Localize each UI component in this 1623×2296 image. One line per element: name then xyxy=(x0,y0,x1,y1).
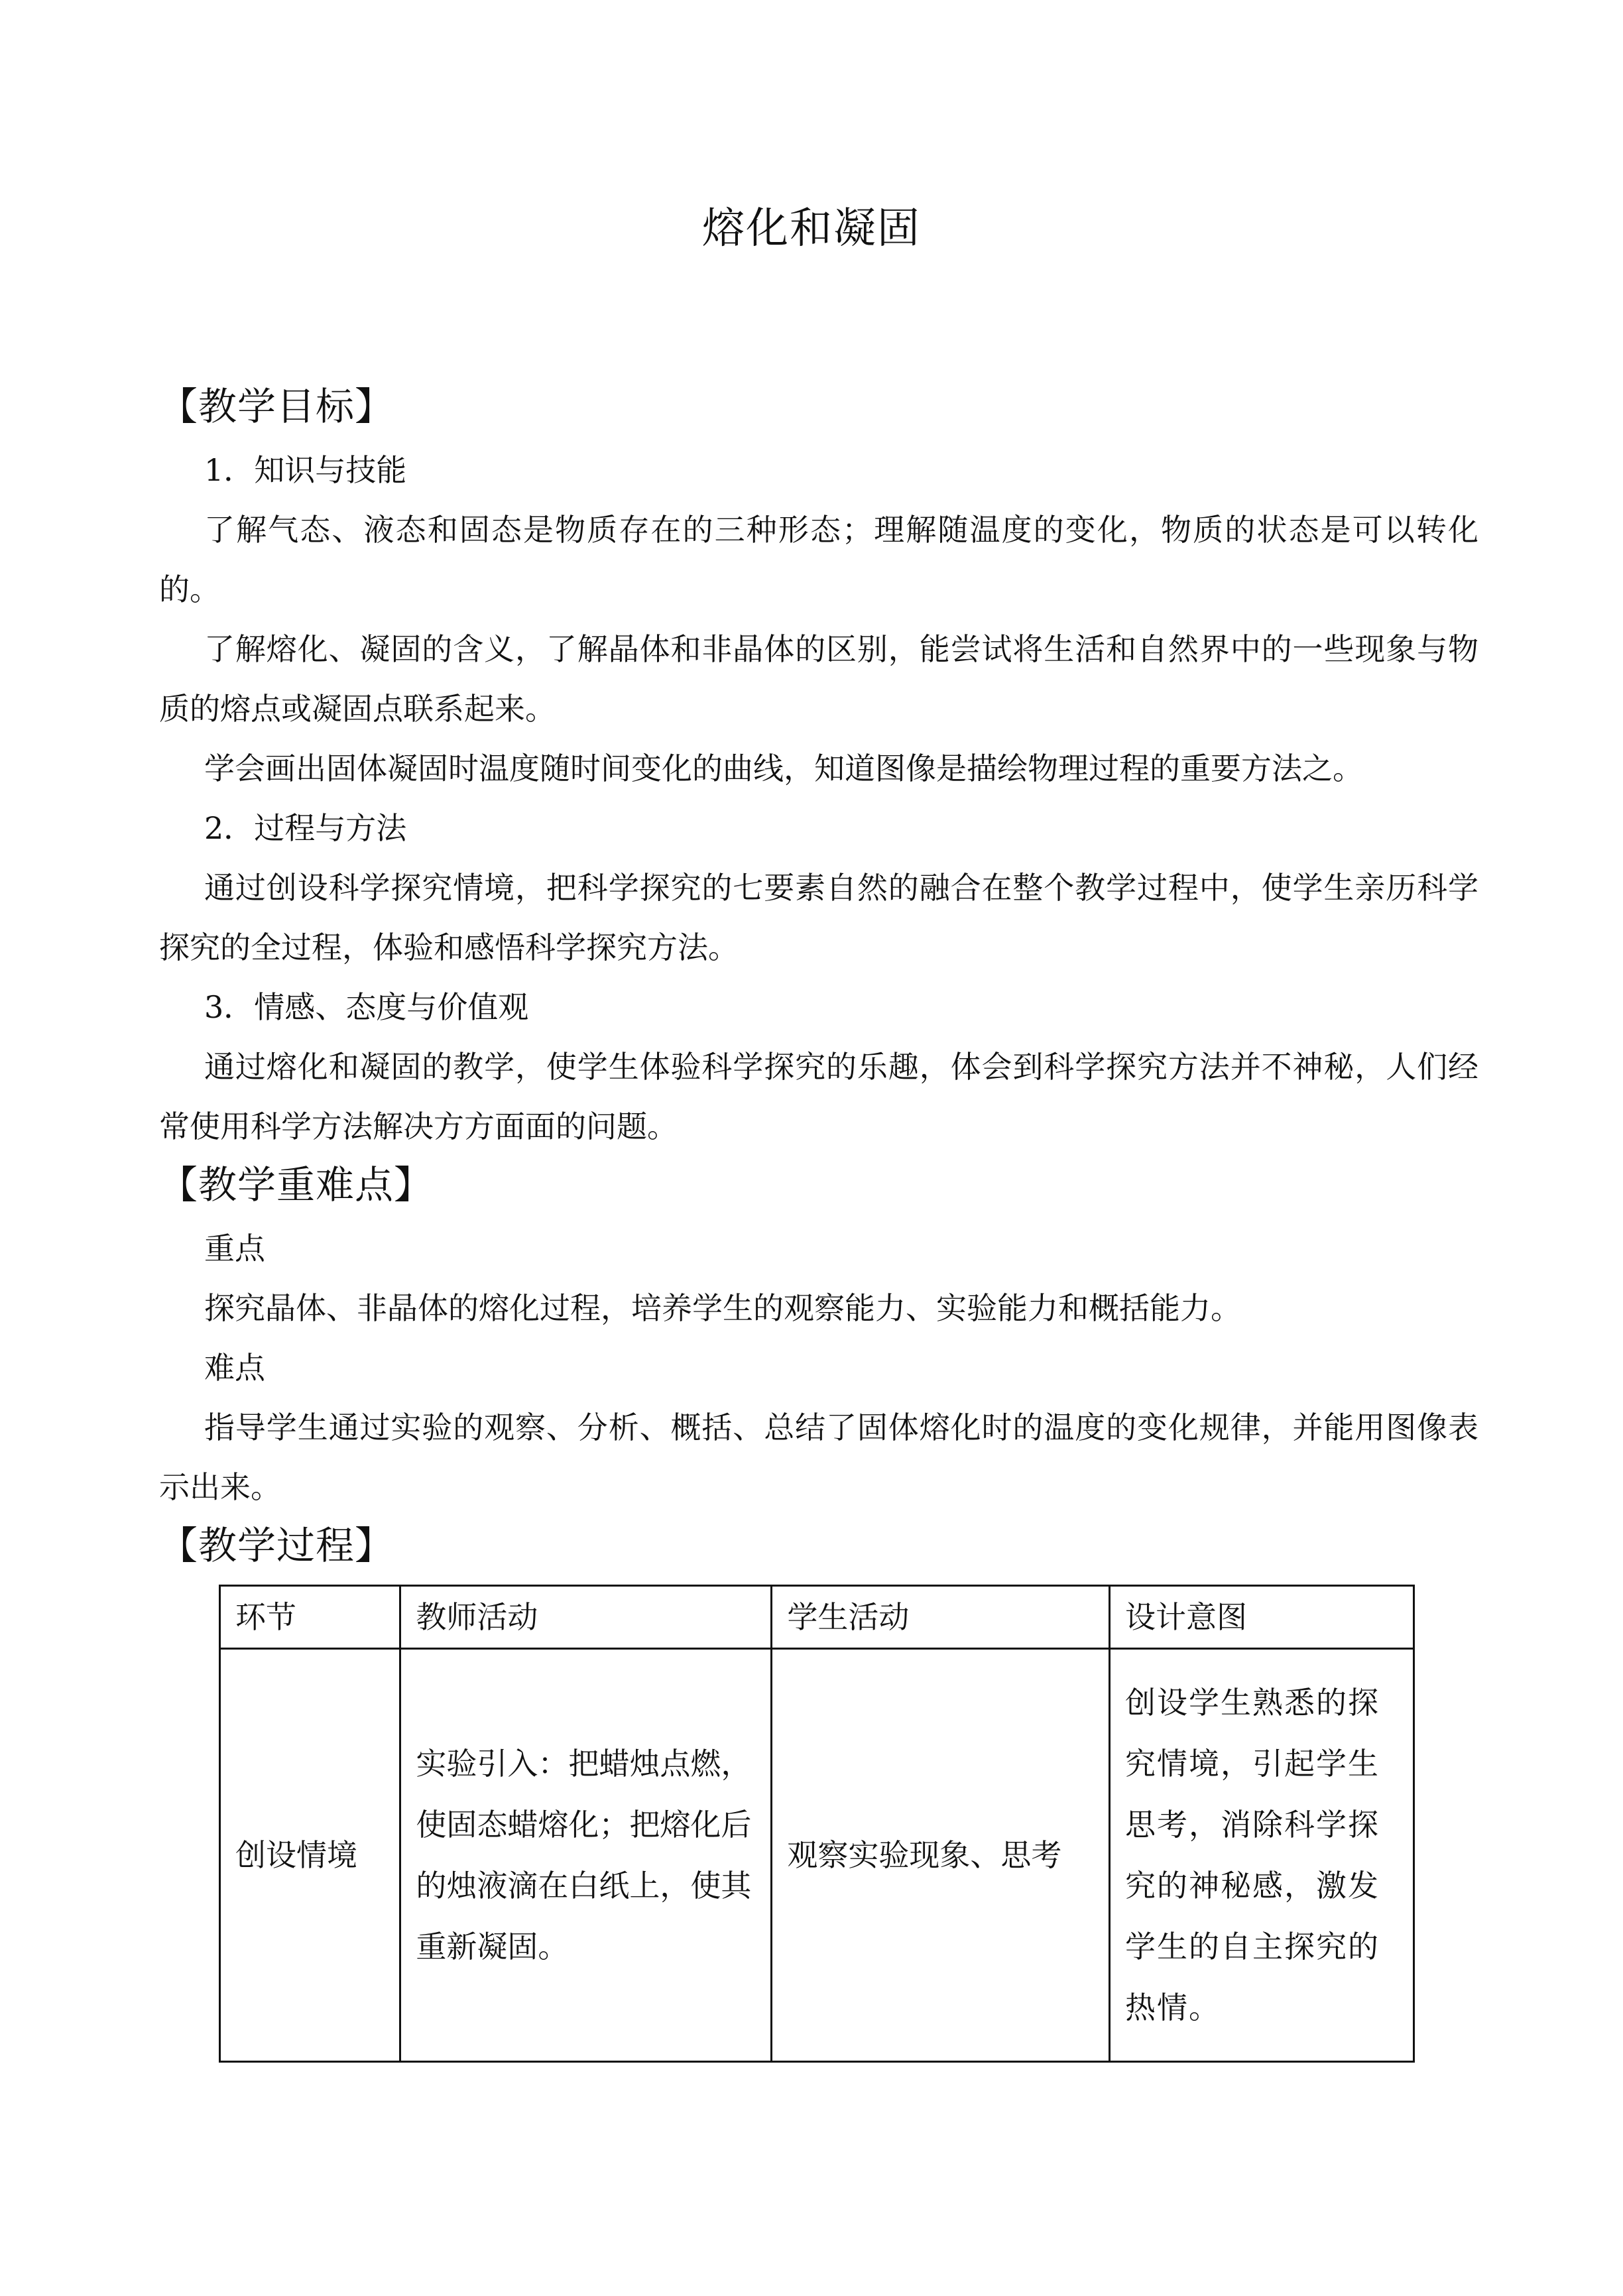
difficulty-label: 难点 xyxy=(204,1350,265,1386)
objectives-heading: 【教学目标】 xyxy=(159,384,394,429)
knowledge-paragraph-2: 了解熔化、凝固的含义，了解晶体和非晶体的区别，能尝试将生活和自然界中的一些现象与物质的熔点或凝固点联系起来。 xyxy=(159,631,1478,727)
table-row xyxy=(220,1649,1414,2062)
knowledge-paragraph-3: 学会画出固体凝固时温度随时间变化的曲线，知道图像是描绘物理过程的重要方法之。 xyxy=(204,751,1363,786)
focus-text: 探究晶体、非晶体的熔化过程，培养学生的观察能力、实验能力和概括能力。 xyxy=(204,1290,1241,1326)
difficulty-text: 指导学生通过实验的观察、分析、概括、总结了固体熔化时的温度的变化规律，并能用图像表示出来。 xyxy=(159,1410,1478,1505)
document-title: 熔化和凝固 xyxy=(702,204,921,253)
knowledge-paragraph-1: 了解气态、液态和固态是物质存在的三种形态；理解随温度的变化，物质的状态是可以转化的。 xyxy=(159,512,1478,607)
document-body xyxy=(159,378,1478,1579)
table-header-row xyxy=(220,1586,1414,1649)
header-design-intent: 设计意图 xyxy=(1109,1586,1413,1649)
teaching-process-table xyxy=(219,1585,1415,2063)
attitude-values-label: 3．情感、态度与价值观 xyxy=(204,989,529,1025)
knowledge-skills-label: 1．知识与技能 xyxy=(204,452,407,488)
process-paragraph-1: 通过创设科学探究情境，把科学探究的七要素自然的融合在整个教学过程中，使学生亲历科学探究的全过程，体验和感悟科学探究方法。 xyxy=(159,870,1478,965)
process-methods-label: 2．过程与方法 xyxy=(204,810,407,846)
header-teacher-activity: 教师活动 xyxy=(400,1586,772,1649)
header-stage: 环节 xyxy=(220,1586,400,1649)
cell-design-intent: 创设学生熟悉的探究情境，引起学生思考，消除科学探究的神秘感，激发学生的自主探究的热情。 xyxy=(1109,1649,1413,2062)
cell-student-activity: 观察实验现象、思考 xyxy=(772,1649,1110,2062)
header-student-activity: 学生活动 xyxy=(772,1586,1110,1649)
teaching-process-heading: 【教学过程】 xyxy=(159,1523,394,1568)
attitude-paragraph-1: 通过熔化和凝固的教学，使学生体验科学探究的乐趣，体会到科学探究方法并不神秘，人们经常使用科学方法解决方方面面的问题。 xyxy=(159,1049,1478,1144)
cell-stage: 创设情境 xyxy=(220,1649,400,2062)
key-points-heading: 【教学重难点】 xyxy=(159,1162,434,1207)
focus-label: 重点 xyxy=(204,1231,265,1266)
cell-teacher-activity: 实验引入：把蜡烛点燃，使固态蜡熔化；把熔化后的烛液滴在白纸上，使其重新凝固。 xyxy=(400,1649,772,2062)
